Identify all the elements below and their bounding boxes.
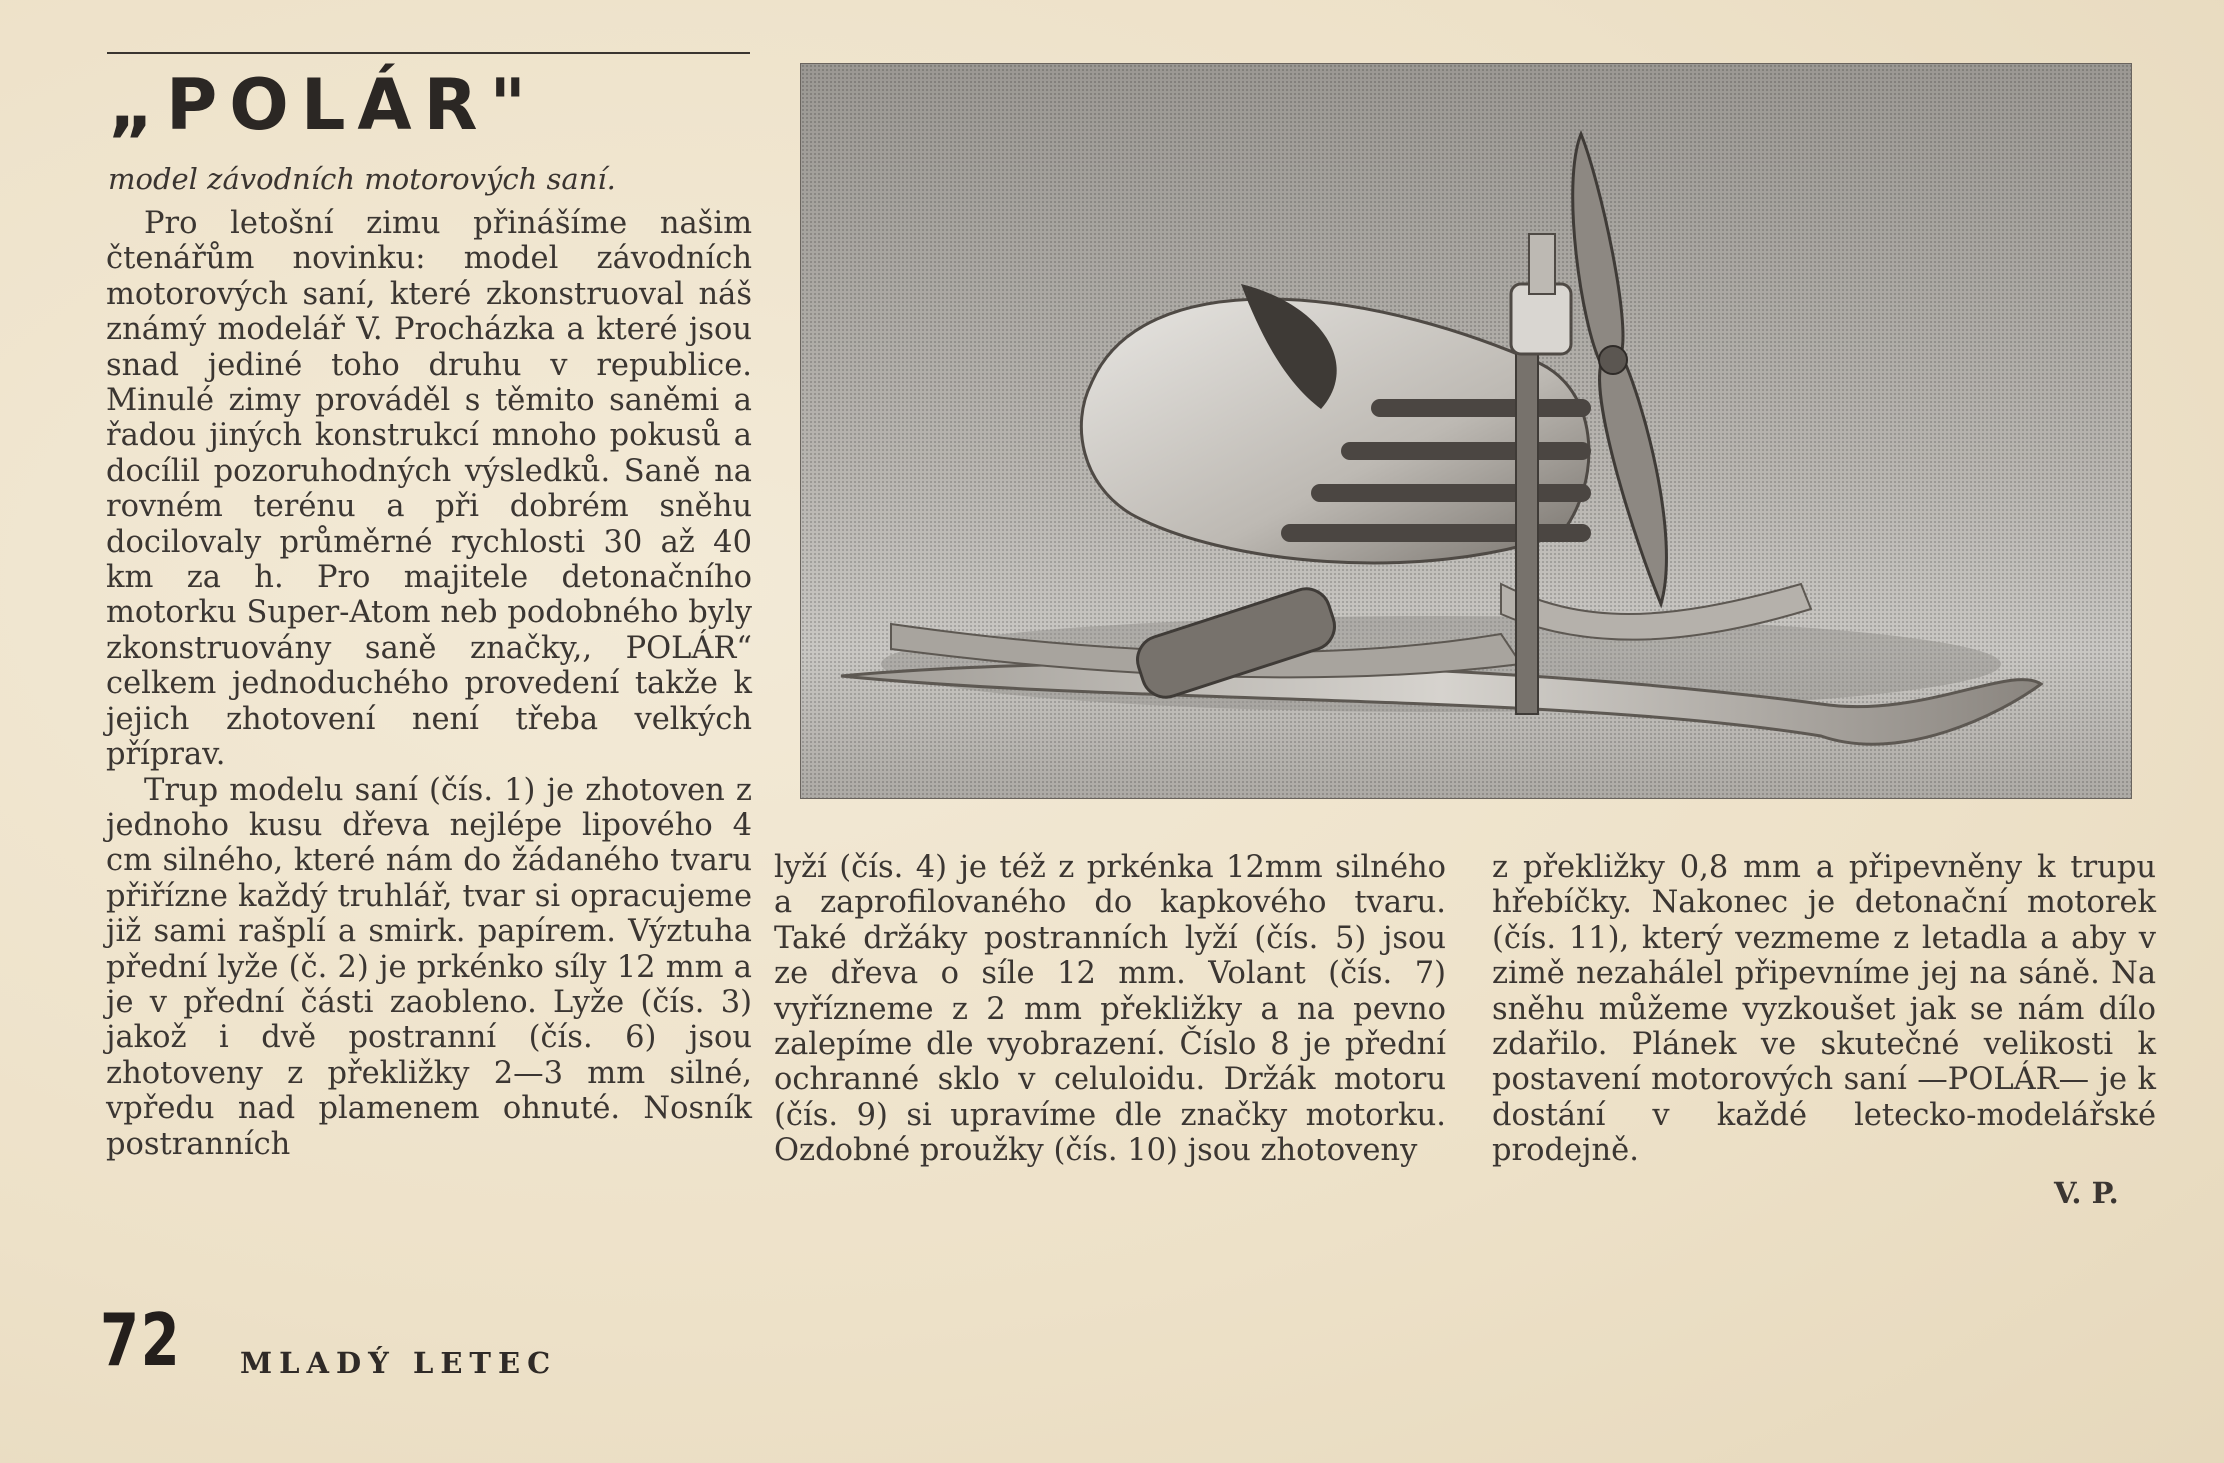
sled-illustration: [801, 64, 2132, 799]
magazine-name: MLADÝ LETEC: [240, 1346, 558, 1380]
paragraph-column-3: z překližky 0,8 mm a připevněny k trupu hřebíčky. Nakonec je detonační motorek (čís. 11), který vezmeme z letadla a aby v zimě nezahálel připevníme jej na sáně. Na sněhu můžeme vyzkoušet jak se nám dílo zdařilo. Plánek ve skutečné velikosti k postavení motorových saní —POLÁR— je k dostání v každé letecko-modelářské prodejně.: [1492, 850, 2156, 1169]
paragraph-intro: Pro letošní zimu přinášíme našim čtenářům novinku: model závodních motorových saní, které zkonstruoval náš známý modelář V. Procházka a které jsou snad jediné toho druhu v republice. Minulé zimy prováděl s těmito saněmi a řadou jiných konstrukcí mnoho pokusů a docílil pozoruhodných výsledků. Saně na rovném terénu a při dobrém sněhu docilovaly průměrné rychlosti 30 až 40 km za h. Pro majitele detonačního motorku Super-Atom neb podobného byly zkonstruovány saně značky,, POLÁR“ celkem jednoduchého provedení takže k jejich zhotovení není třeba velkých příprav.: [106, 206, 752, 773]
article-subtitle: model závodních motorových saní.: [108, 162, 616, 196]
article-title: „POLÁR": [108, 64, 538, 146]
top-rule: [107, 52, 750, 54]
author-signature: V. P.: [2054, 1176, 2119, 1210]
page-number: 72: [100, 1298, 182, 1382]
text-column-1: [106, 206, 752, 1162]
text-column-2: [774, 850, 1446, 1169]
paragraph-construction: Trup modelu saní (čís. 1) je zhotoven z jednoho kusu dřeva nejlépe lipového 4 cm silného, které nám do žádaného tvaru přiřízne každý truhlář, tvar si opracujeme již sami rašplí a smirk. papírem. Výztuha přední lyže (č. 2) je prkénko síly 12 mm a je v přední části zaobleno. Lyže (čís. 3) jakož i dvě postranní (čís. 6) jsou zhotoveny z překližky 2—3 mm silné, vpředu nad plamenem ohnuté. Nosník postranních: [106, 772, 752, 1162]
paragraph-column-2: lyží (čís. 4) je též z prkénka 12mm silného a zaprofilovaného do kapkového tvaru. Také držáky postranních lyží (čís. 5) jsou ze dřeva o síle 12 mm. Volant (čís. 7) vyřízneme z 2 mm překližky a na pevno zalepíme dle vyobrazení. Číslo 8 je přední ochranné sklo v celuloidu. Držák motoru (čís. 9) si upravíme dle značky motorku. Ozdobné proužky (čís. 10) jsou zhotoveny: [774, 850, 1446, 1169]
text-column-3: [1492, 850, 2156, 1169]
model-sled-photo: [800, 63, 2132, 799]
